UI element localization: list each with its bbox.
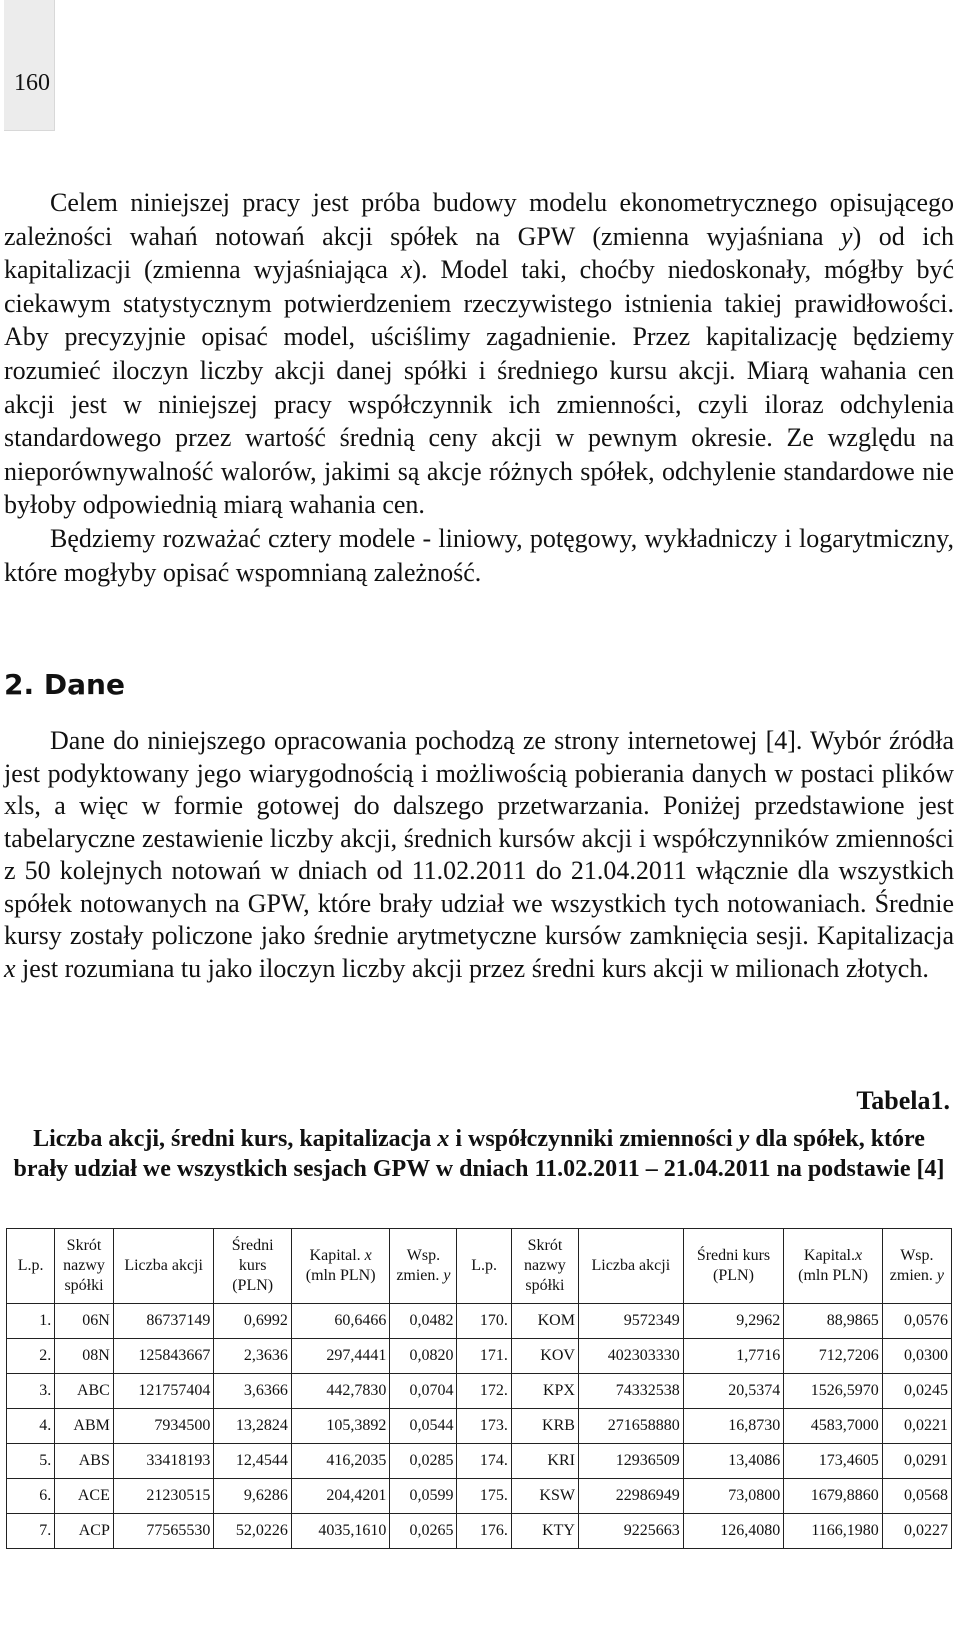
page-number: 160 xyxy=(14,70,50,96)
header-skrot-2: Skrót nazwy spółki xyxy=(511,1229,578,1304)
table-row xyxy=(7,1409,952,1444)
cell: 12936509 xyxy=(578,1444,683,1479)
cell: KTY xyxy=(511,1514,578,1549)
cell: 3. xyxy=(7,1374,55,1409)
cell: 2. xyxy=(7,1339,55,1374)
cell: 1,7716 xyxy=(683,1339,784,1374)
cell: 173,4605 xyxy=(784,1444,882,1479)
cell: 171. xyxy=(457,1339,511,1374)
cell: 402303330 xyxy=(578,1339,683,1374)
cell: 0,0482 xyxy=(390,1304,457,1339)
header-kapital-label: Kapital. xyxy=(309,1247,365,1264)
cell: ABC xyxy=(55,1374,114,1409)
var-y: y xyxy=(738,1126,750,1152)
header-skrot: Skrót nazwy spółki xyxy=(55,1229,114,1304)
cell: 5. xyxy=(7,1444,55,1479)
cell: ACP xyxy=(55,1514,114,1549)
table-row xyxy=(7,1479,952,1514)
table-row xyxy=(7,1374,952,1409)
intro-text-1: Celem niniejszej pracy jest próba budowy modelu ekonometrycznego opisującego zależności wahań notowań akcji spółek na GPW (zmienna wyjaśniana xyxy=(4,188,954,251)
cell: 442,7830 xyxy=(291,1374,389,1409)
cell: 0,0300 xyxy=(882,1339,951,1374)
cell: ABS xyxy=(55,1444,114,1479)
cell: 0,0265 xyxy=(390,1514,457,1549)
cell: 60,6466 xyxy=(291,1304,389,1339)
cell: 13,2824 xyxy=(214,1409,292,1444)
cell: 4. xyxy=(7,1409,55,1444)
cell: 1. xyxy=(7,1304,55,1339)
var-x: x xyxy=(400,255,413,285)
cell: 416,2035 xyxy=(291,1444,389,1479)
cell: 0,0820 xyxy=(390,1339,457,1374)
intro-text-2: ) od ich kapitalizacji (zmienna wyjaśniająca xyxy=(4,221,955,285)
header-kapital xyxy=(291,1229,389,1304)
cell: 77565530 xyxy=(113,1514,214,1549)
cell: 0,0599 xyxy=(390,1479,457,1514)
cell: 4583,7000 xyxy=(784,1409,882,1444)
cell: 0,6992 xyxy=(214,1304,292,1339)
table-label: Tabela1. xyxy=(856,1086,950,1115)
cell: KSW xyxy=(511,1479,578,1514)
cell: 173. xyxy=(457,1409,511,1444)
table-caption xyxy=(4,1124,954,1184)
cell: 13,4086 xyxy=(683,1444,784,1479)
cell: 9572349 xyxy=(578,1304,683,1339)
cell: 126,4080 xyxy=(683,1514,784,1549)
cell: 73,0800 xyxy=(683,1479,784,1514)
cell: KOM xyxy=(511,1304,578,1339)
cell: 88,9865 xyxy=(784,1304,882,1339)
header-kapital-unit: (mln PLN) xyxy=(305,1267,376,1284)
cell: 52,0226 xyxy=(214,1514,292,1549)
header-wsp-2 xyxy=(882,1229,951,1304)
caption-text-1: Liczba akcji, średni kurs, kapitalizacja xyxy=(33,1126,438,1152)
cell: 7934500 xyxy=(113,1409,214,1444)
cell: 0,0291 xyxy=(882,1444,951,1479)
table-row xyxy=(7,1304,952,1339)
cell: 0,0568 xyxy=(882,1479,951,1514)
cell: 1526,5970 xyxy=(784,1374,882,1409)
cell: 4035,1610 xyxy=(291,1514,389,1549)
cell: 174. xyxy=(457,1444,511,1479)
cell: 74332538 xyxy=(578,1374,683,1409)
cell: 204,4201 xyxy=(291,1479,389,1514)
cell: 12,4544 xyxy=(214,1444,292,1479)
cell: 06N xyxy=(55,1304,114,1339)
cell: 105,3892 xyxy=(291,1409,389,1444)
data-text-1: Dane do niniejszego opracowania pochodzą ze strony internetowej [4]. Wybór źródła jest podyktowany jego wiarygodnością i możliwością pobierania danych w postaci plików xls, a więc w formie gotowej do dalszego przetwarzania. Poniżej przedstawione jest tabelaryczne zestawienie liczby akcji, średnich kursów akcji i współczynników zmienności z 50 kolejnych notowań w dniach od 11.02.2011 do 21.04.2011 włącznie dla wszystkich spółek notowanych na GPW, które brały udział we wszystkich tych notowaniach. Średnie kursy zostały policzone jako średnie arytmetyczne kursów zamknięcia sesji. Kapitalizacja xyxy=(4,726,954,950)
header-sredni-2: Średni kurs (PLN) xyxy=(683,1229,784,1304)
cell: 0,0221 xyxy=(882,1409,951,1444)
header-wsp xyxy=(390,1229,457,1304)
section-heading: 2. Dane xyxy=(4,668,125,701)
cell: 0,0576 xyxy=(882,1304,951,1339)
cell: 121757404 xyxy=(113,1374,214,1409)
cell: KRI xyxy=(511,1444,578,1479)
header-sredni: Średni kurs (PLN) xyxy=(214,1229,292,1304)
table-row xyxy=(7,1339,952,1374)
caption-text-3: dla spółek, które brały udział we wszystkich sesjach GPW w dniach 11.02.2011 – 21.04.2011 na podstawie [4] xyxy=(13,1126,945,1182)
cell: 0,0245 xyxy=(882,1374,951,1409)
var-x: x xyxy=(855,1247,863,1264)
cell: 22986949 xyxy=(578,1479,683,1514)
cell: 176. xyxy=(457,1514,511,1549)
var-y: y xyxy=(841,221,853,251)
cell: 172. xyxy=(457,1374,511,1409)
cell: 0,0544 xyxy=(390,1409,457,1444)
data-text-2: jest rozumiana tu jako iloczyn liczby akcji przez średni kurs akcji w milionach złotych. xyxy=(15,953,929,983)
header-lp: L.p. xyxy=(7,1229,55,1304)
var-x: x xyxy=(364,1247,372,1264)
var-y: y xyxy=(443,1267,451,1284)
cell: 16,8730 xyxy=(683,1409,784,1444)
header-liczba-2: Liczba akcji xyxy=(578,1229,683,1304)
var-x: x xyxy=(4,953,16,983)
var-y: y xyxy=(936,1267,944,1284)
cell: 0,0285 xyxy=(390,1444,457,1479)
cell: 9,2962 xyxy=(683,1304,784,1339)
cell: KRB xyxy=(511,1409,578,1444)
header-lp-2: L.p. xyxy=(457,1229,511,1304)
cell: 175. xyxy=(457,1479,511,1514)
cell: 3,6366 xyxy=(214,1374,292,1409)
table-header-row xyxy=(7,1229,952,1304)
intro-text-4: Będziemy rozważać cztery modele - liniowy, potęgowy, wykładniczy i logarytmiczny, które mogłyby opisać wspomnianą zależność. xyxy=(4,523,954,587)
table-row xyxy=(7,1444,952,1479)
cell: 9,6286 xyxy=(214,1479,292,1514)
caption-text-2: i współczynniki zmienności xyxy=(449,1126,739,1152)
cell: 712,7206 xyxy=(784,1339,882,1374)
cell: 86737149 xyxy=(113,1304,214,1339)
cell: 1166,1980 xyxy=(784,1514,882,1549)
cell: 33418193 xyxy=(113,1444,214,1479)
page-number-box xyxy=(4,0,55,131)
cell: ACE xyxy=(55,1479,114,1514)
var-x: x xyxy=(437,1126,450,1152)
cell: 1679,8860 xyxy=(784,1479,882,1514)
cell: 6. xyxy=(7,1479,55,1514)
cell: 0,0704 xyxy=(390,1374,457,1409)
cell: 20,5374 xyxy=(683,1374,784,1409)
header-wsp-label: Wsp. zmien. xyxy=(396,1247,444,1284)
cell: 0,0227 xyxy=(882,1514,951,1549)
cell: 125843667 xyxy=(113,1339,214,1374)
cell: 7. xyxy=(7,1514,55,1549)
intro-paragraph xyxy=(4,186,954,589)
cell: 9225663 xyxy=(578,1514,683,1549)
header-kapital-2-label: Kapital. xyxy=(803,1247,855,1264)
cell: ABM xyxy=(55,1409,114,1444)
cell: 271658880 xyxy=(578,1409,683,1444)
data-paragraph xyxy=(4,725,954,985)
intro-text-3: ). Model taki, choćby niedoskonały, mógłby być ciekawym statystycznym potwierdzeniem rzeczywistego istnienia takiej prawidłowości. Aby precyzyjnie opisać model, uściślimy zagadnienie. Przez kapitalizację będziemy rozumieć iloczyn liczby akcji danej spółki i średniego kursu akcji. Miarą wahania cen akcji jest w niniejszej pracy współczynnik ich zmienności, czyli iloraz odchylenia standardowego przez wartość średnią ceny akcji w pewnym okresie. Ze względu na nieporównywalność walorów, jakimi są akcje różnych spółek, odchylenie standardowe nie byłoby odpowiednią miarą wahania cen. xyxy=(4,255,954,520)
header-liczba: Liczba akcji xyxy=(113,1229,214,1304)
header-kapital-2-unit: (mln PLN) xyxy=(798,1267,868,1284)
cell: 297,4441 xyxy=(291,1339,389,1374)
cell: KPX xyxy=(511,1374,578,1409)
header-wsp-2-label: Wsp. zmien. xyxy=(889,1247,937,1284)
cell: 2,3636 xyxy=(214,1339,292,1374)
cell: 170. xyxy=(457,1304,511,1339)
header-kapital-2 xyxy=(784,1229,882,1304)
cell: 08N xyxy=(55,1339,114,1374)
cell: 21230515 xyxy=(113,1479,214,1514)
table-row xyxy=(7,1514,952,1549)
data-table xyxy=(6,1228,952,1549)
cell: KOV xyxy=(511,1339,578,1374)
